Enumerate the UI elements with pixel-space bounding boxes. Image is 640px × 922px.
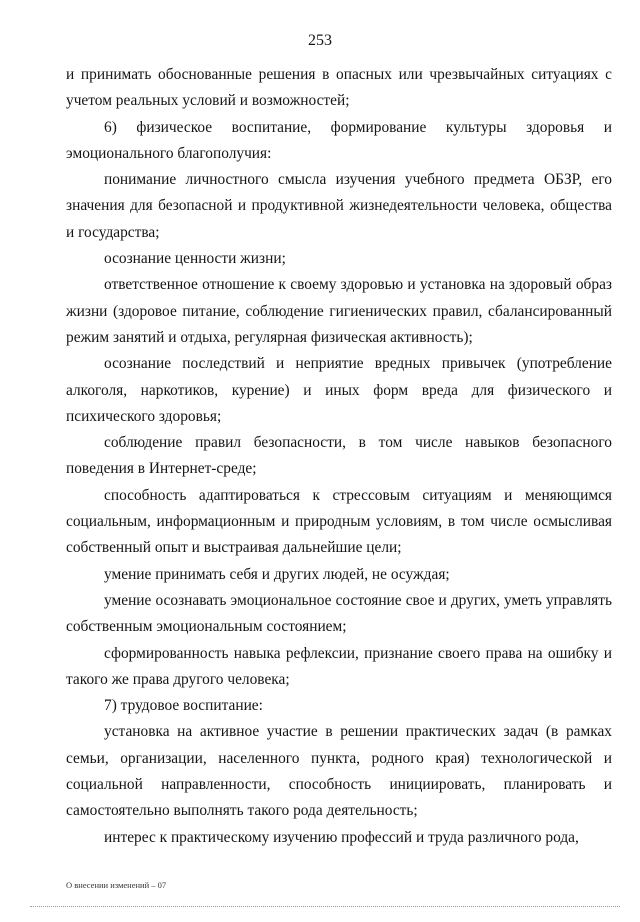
paragraph: умение принимать себя и других людей, не осуждая; [104, 565, 450, 583]
paragraph: интерес к практическому изучению профессий и труда различного рода, [104, 828, 579, 846]
paragraph: умение осознавать эмоциональное состояние свое и других, уметь управлять собственным эмоциональным состоянием; [66, 591, 612, 636]
paragraph: понимание личностного смысла изучения учебного предмета ОБЗР, его значения для безопасной и продуктивной жизнедеятельности человека, общества и государства; [66, 171, 612, 241]
body-text [66, 62, 612, 851]
paragraph: 6) физическое воспитание, формирование культуры здоровья и эмоционального благополучия: [66, 118, 612, 162]
paragraph: установка на активное участие в решении практических задач (в рамках семьи, организации, населенного пункта, родного края) технологической и социальной направленности, способность инициировать, планировать и самостоятельно выполнять такого рода деятельность; [66, 723, 612, 820]
paragraph: соблюдение правил безопасности, в том числе навыков безопасного поведения в Интернет-среде; [66, 434, 612, 478]
page-number: 253 [308, 32, 332, 49]
footer-note: О внесении изменений – 07 [66, 880, 167, 890]
paragraph: ответственное отношение к своему здоровью и установка на здоровый образ жизни (здоровое питание, соблюдение гигиенических правил, сбалансированный режим занятий и отдыха, регулярная физическая активность); [66, 276, 612, 346]
paragraph: осознание последствий и неприятие вредных привычек (употребление алкоголя, наркотиков, курение) и иных форм вреда для физического и психического здоровья; [66, 355, 612, 425]
paragraph: осознание ценности жизни; [104, 250, 286, 268]
paragraph: сформированность навыка рефлексии, признание своего права на ошибку и такого же права другого человека; [66, 644, 612, 688]
scan-edge-divider [30, 906, 620, 908]
paragraph: и принимать обоснованные решения в опасных или чрезвычайных ситуациях с учетом реальных условий и возможностей; [66, 66, 612, 110]
paragraph: способность адаптироваться к стрессовым ситуациям и меняющимся социальным, информационным и природным условиям, в том числе осмысливая собственный опыт и выстраивая дальнейшие цели; [66, 486, 612, 557]
paragraph: 7) трудовое воспитание: [104, 697, 263, 715]
